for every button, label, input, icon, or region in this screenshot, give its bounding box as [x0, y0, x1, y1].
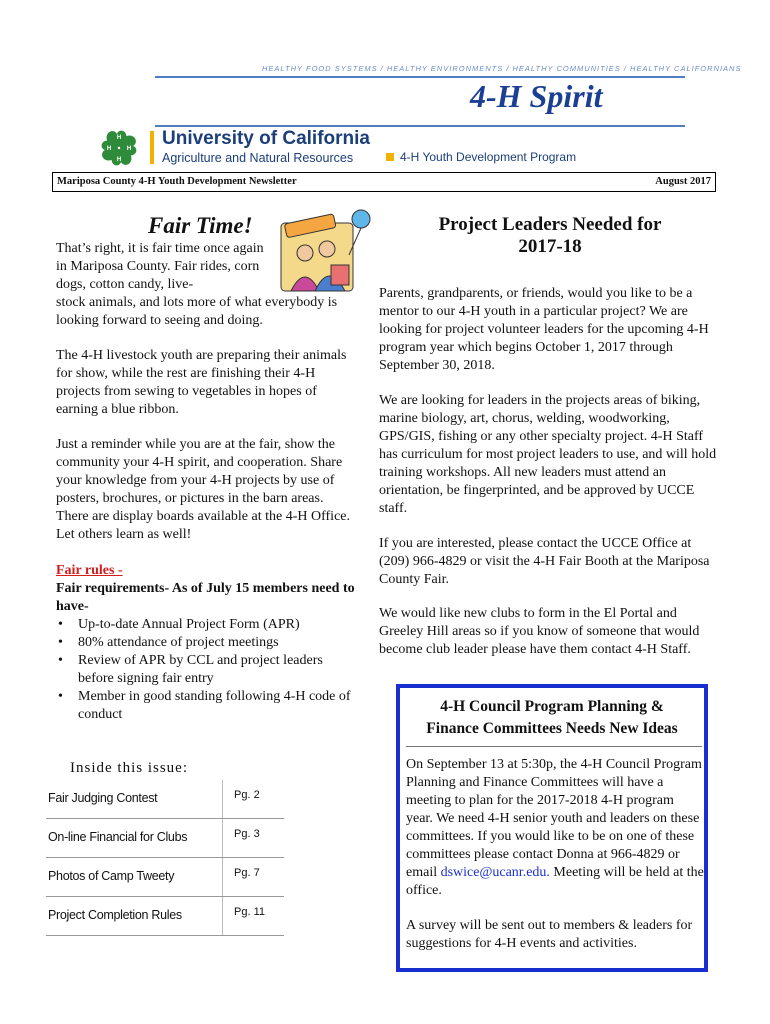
svg-text:H: H	[126, 146, 132, 152]
project-leaders-heading	[400, 214, 700, 258]
email-link[interactable]: dswice@ucanr.edu.	[440, 865, 550, 880]
toc-item-name: Project Completion Rules	[48, 908, 182, 922]
masthead-top-rule	[155, 76, 685, 78]
toc-item-page: Pg. 3	[234, 828, 260, 840]
newsletter-banner	[52, 172, 716, 192]
council-heading	[400, 696, 704, 740]
toc-item-name: On-line Financial for Clubs	[48, 830, 188, 844]
fair-rules-list	[56, 616, 356, 724]
banner-date: August 2017	[655, 176, 711, 187]
university-name: University of California	[162, 128, 370, 149]
table-row	[46, 897, 284, 936]
masthead-tagline: HEALTHY FOOD SYSTEMS / HEALTHY ENVIRONMENTS / HEALTHY COMMUNITIES / HEALTHY CALIFORNIANS	[262, 64, 742, 73]
university-subtitle: Agriculture and Natural Resources	[162, 151, 354, 165]
fair-requirements: Fair requirements- As of July 15 members need to have-	[56, 581, 355, 614]
leaders-paragraph-1: Parents, grandparents, or friends, would you like to be a mentor to our 4-H youth in a particular project? We are looking for project volunteer leaders for the upcoming 4-H program year which begins October 1, 2017 through September 30, 2018.	[379, 286, 709, 373]
table-row	[46, 858, 284, 897]
table-row	[46, 780, 284, 819]
council-paragraph-2: A survey will be sent out to members & leaders for suggestions for 4-H events and activities.	[406, 918, 693, 951]
fair-paragraph-1	[56, 240, 356, 330]
council-text-end: Meeting will be held at the office.	[406, 865, 704, 898]
list-item: • Up-to-date Annual Project Form (APR)	[78, 616, 356, 634]
table-row	[46, 819, 284, 858]
banner-left: Mariposa County 4-H Youth Development Newsletter	[57, 176, 297, 187]
svg-text:H: H	[116, 135, 122, 141]
project-leaders-heading-line2: 2017-18	[518, 236, 582, 257]
leaders-paragraph-2: We are looking for leaders in the projects areas of biking, marine biology, art, chorus, welding, woodworking, GPS/GIS, fishing or any other specialty project. 4-H Staff has curriculum for most project leaders to use, and will hold training workshops. All new leaders must attend an orientation, be fingerprinted, and be approved by UCCE staff.	[379, 393, 717, 516]
fair-rules-section	[56, 562, 356, 724]
council-heading-line2: Finance Committees Needs New Ideas	[426, 720, 678, 737]
council-box	[396, 684, 708, 972]
fair-paragraph-2: The 4-H livestock youth are preparing their animals for show, while the rest are finishing their 4-H projects from sewing to vegetables in hopes of earning a blue ribbon.	[56, 348, 347, 417]
fair-paragraph-3: Just a reminder while you are at the fair, show the community your 4-H spirit, and cooperation. Share your knowledge from your 4-H projects by use of posters, brochures, or pictures in the barn areas. There are display boards available at the 4-H Office. Let others learn as well!	[56, 437, 350, 542]
four-h-clover-icon	[96, 125, 142, 171]
svg-text:H: H	[116, 157, 122, 163]
list-item: • Member in good standing following 4-H code of conduct	[78, 688, 356, 724]
toc-item-page: Pg. 11	[234, 906, 265, 918]
masthead-bottom-rule	[155, 125, 685, 127]
inside-issue-heading: Inside this issue:	[70, 760, 188, 776]
inside-issue-table	[46, 780, 284, 936]
toc-item-page: Pg. 7	[234, 867, 260, 879]
newsletter-title: 4-H Spirit	[470, 78, 603, 114]
leaders-paragraph-3: If you are interested, please contact the UCCE Office at (209) 966-4829 or visit the 4-H Fair Booth at the Mariposa County Fair.	[379, 536, 710, 587]
logo-gold-bar	[150, 131, 154, 164]
program-bullet	[386, 153, 394, 161]
council-paragraph-1	[406, 756, 704, 900]
toc-item-name: Fair Judging Contest	[48, 791, 158, 805]
fair-paragraph-1-rest: stock animals, and lots more of what everybody is looking forward to seeing and doing.	[56, 295, 338, 328]
council-divider	[406, 746, 702, 747]
council-text: On September 13 at 5:30p, the 4-H Council Program Planning and Finance Committees will have a meeting to plan for the 2017-2018 4-H program year. We need 4-H senior youth and leaders on these committees. If you would like to be on one of these committees please contact Donna at 966-4829 or email	[406, 757, 702, 880]
toc-item-page: Pg. 2	[234, 789, 260, 801]
project-leaders-heading-line1: Project Leaders Needed for	[438, 214, 662, 235]
list-item: • 80% attendance of project meetings	[78, 634, 356, 652]
fair-paragraph-1-wrapped: That’s right, it is fair time once again in Mariposa County. Fair rides, corn dogs, cotton candy, live-	[56, 241, 264, 292]
list-item: • Review of APR by CCL and project leaders before signing fair entry	[78, 652, 356, 688]
fair-time-heading: Fair Time!	[148, 213, 253, 238]
toc-item-name: Photos of Camp Tweety	[48, 869, 175, 883]
program-name: 4-H Youth Development Program	[400, 150, 577, 164]
fair-rules-heading: Fair rules -	[56, 563, 123, 578]
council-heading-line1: 4-H Council Program Planning &	[440, 698, 664, 715]
leaders-paragraph-4: We would like new clubs to form in the El Portal and Greeley Hill areas so if you know of someone that would become club leader please have them contact 4-H Staff.	[379, 606, 700, 657]
svg-text:H: H	[106, 146, 112, 152]
